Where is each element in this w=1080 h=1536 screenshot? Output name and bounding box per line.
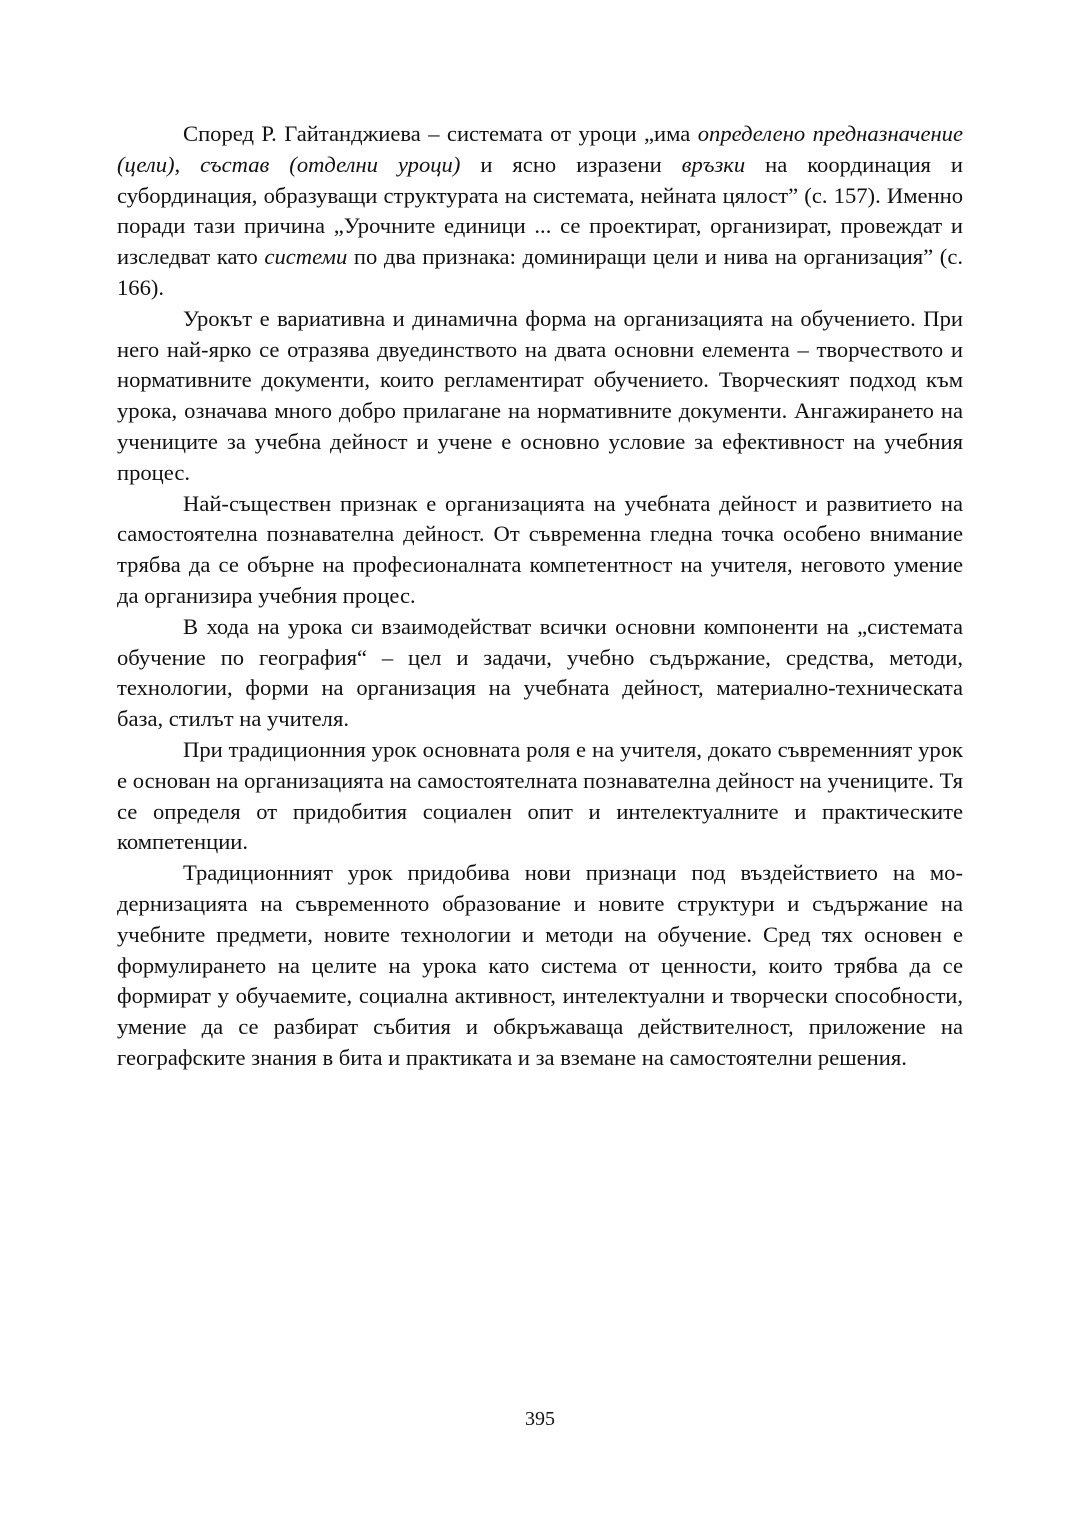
paragraph	[117, 119, 963, 304]
italic-run: определено предназначение (цели), състав (отделни уроци)	[117, 121, 964, 177]
text-run: При традиционния урок основната роля е на учителя, докато съвременният урок е основан на организацията на самостоятелната познавателна дейност на учениците. Тя се определя от придобития социален опит и интелектуалните и практическите компетенции.	[117, 736, 963, 855]
text-run: на координация и субординация, образуващи структурата на системата, нейната цялост” (с. 157). Именно поради тази причина „Урочните единици ... се проектират, организират, провеждат и изследват като	[117, 151, 963, 270]
paragraph	[117, 489, 963, 612]
italic-run: системи	[264, 244, 348, 270]
body-text	[117, 119, 963, 1074]
paragraph	[117, 612, 963, 735]
paragraph	[117, 735, 963, 858]
paragraph	[117, 858, 963, 1074]
paragraph	[117, 304, 963, 489]
text-run: по два признака: доминиращи цели и нива на организация” (с. 166).	[117, 244, 963, 300]
page-number: 395	[525, 1408, 555, 1430]
text-run: и ясно изразени	[460, 151, 682, 177]
text-run: Според Р. Гайтанджиева – системата от уроци „има	[183, 121, 698, 146]
text-run: Най-съществен признак е организацията на учебната дейност и развитието на самостоятелна познавателна дейност. От съвременна гледна точка особено внимание трябва да се обърне на професионалната компетентност на учителя, неговото умение да организира учебния процес.	[117, 490, 963, 608]
italic-run: връзки	[681, 151, 746, 177]
text-run: Традиционният урок придобива нови признаци под въздействието на модернизацията на съвременното образование и новите структури и съдържание на учебните предмети, новите технологии и методи на обучение. Сред тях основен е формулирането на целите на урока като система от ценности, които трябва да се формират у обучаемите, социална активност, интелектуални и творчески способности, умение да се разбират събития и обкръжаваща действителност, приложение на географските знания в бита и практиката и за вземане на самостоятелни решения.	[117, 860, 963, 1070]
text-run: Урокът е вариативна и динамична форма на организацията на обучението. При него най-ярко се отразява двуединството на двата основни елемента – творчеството и нормативните документи, които регламентират обучението. Творческият подход към урока, означава много добро прилагане на нормативните документи. Ангажирането на учениците за учебна дейност и учене е основно условие за ефективност на учебния процес.	[117, 305, 963, 485]
text-run: В хода на урока си взаимодействат всички основни компоненти на „системата обучение по география“ – цел и задачи, учебно съдържание, средства, методи, технологии, форми на организация на учебната дейност, материално-техническата база, стилът на учителя.	[117, 613, 963, 732]
